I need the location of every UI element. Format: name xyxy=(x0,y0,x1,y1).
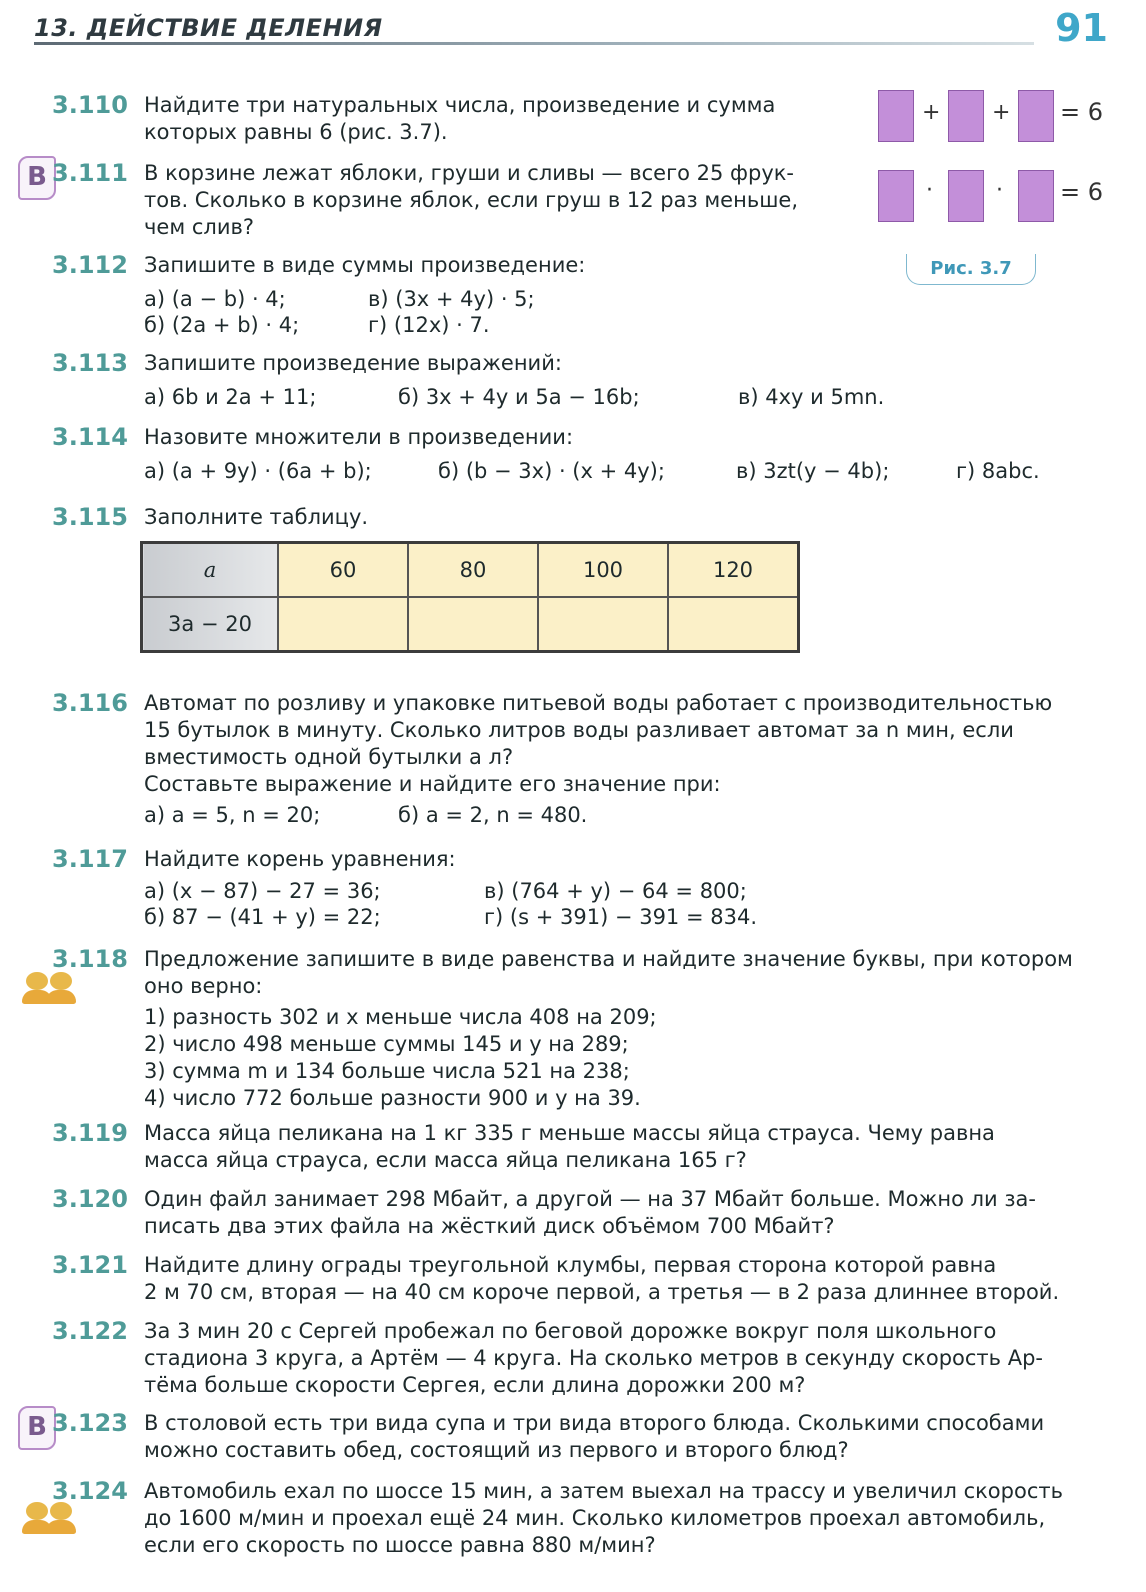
text-line: Масса яйца пеликана на 1 кг 335 г меньше массы яйца страуса. Чему равна xyxy=(144,1121,995,1145)
empty-cell xyxy=(538,597,668,652)
subitem-b: б) (b − 3x) · (x + 4y); xyxy=(438,459,665,483)
problem-text xyxy=(144,946,1110,1112)
figure-caption: Рис. 3.7 xyxy=(906,254,1036,285)
equals-six: = 6 xyxy=(1060,178,1104,206)
subitem-a: а) (a + 9y) · (6a + b); xyxy=(144,459,372,483)
page-header xyxy=(0,0,1146,62)
subitem-a: а) a = 5, n = 20; xyxy=(144,803,321,827)
variable-label: a xyxy=(203,558,217,582)
pair-work-icon xyxy=(22,1502,78,1538)
table-cell: 80 xyxy=(408,543,538,598)
table-cell: 60 xyxy=(278,543,408,598)
empty-cell xyxy=(668,597,799,652)
problem-number: 3.114 xyxy=(52,423,128,451)
blank-square xyxy=(1018,170,1054,222)
text-line: тёма больше скорости Сергея, если длина дорожки 200 м? xyxy=(144,1373,806,1397)
section-title: 13. ДЕЙСТВИЕ ДЕЛЕНИЯ xyxy=(34,14,383,42)
list-item: 3) сумма m и 134 больше числа 521 на 238; xyxy=(144,1059,630,1083)
text-line: чем слив? xyxy=(144,215,254,239)
problem-text xyxy=(144,1478,1110,1559)
text-line: Найдите длину ограды треугольной клумбы, первая сторона которой равна xyxy=(144,1253,997,1277)
plus-sign: + xyxy=(922,100,941,125)
text-line: масса яйца страуса, если масса яйца пеликана 165 г? xyxy=(144,1148,747,1172)
problem-number: 3.124 xyxy=(52,1477,128,1505)
problem-text xyxy=(144,1410,1110,1464)
subitem-v: в) (764 + y) − 64 = 800; xyxy=(484,879,747,903)
subitem-a: а) (x − 87) − 27 = 36; xyxy=(144,879,381,903)
text-line: можно составить обед, состоящий из первого и второго блюд? xyxy=(144,1438,849,1462)
problem-number: 3.118 xyxy=(52,945,128,973)
subitem-b: б) 87 − (41 + y) = 22; xyxy=(144,905,381,929)
problem-3-114 xyxy=(0,424,1146,490)
problem-3-116 xyxy=(0,690,1146,830)
header-rule xyxy=(34,42,1034,45)
blank-square xyxy=(1018,90,1054,142)
subitem-v: в) 4xy и 5mn. xyxy=(738,385,885,409)
problem-text: Найдите корень уравнения: xyxy=(144,847,456,871)
problem-text: Запишите в виде суммы произведение: xyxy=(144,253,586,277)
problem-text xyxy=(144,160,844,241)
text-line: Составьте выражение и найдите его значение при: xyxy=(144,772,721,796)
empty-cell xyxy=(408,597,538,652)
problem-3-113 xyxy=(0,350,1146,416)
text-line: В корзине лежат яблоки, груши и сливы — всего 25 фрук- xyxy=(144,161,795,185)
text-line: вместимость одной бутылки a л? xyxy=(144,745,514,769)
subitem-g: г) (12x) · 7. xyxy=(368,313,490,337)
problem-text xyxy=(144,1186,1110,1240)
empty-cell xyxy=(278,597,408,652)
problem-text xyxy=(144,92,844,146)
text-line: Автомат по розливу и упаковке питьевой воды работает с производительностью xyxy=(144,691,1053,715)
subitem-a: а) 6b и 2a + 11; xyxy=(144,385,317,409)
problem-text: Заполните таблицу. xyxy=(144,505,369,529)
problem-text xyxy=(144,1252,1110,1306)
table-cell: 100 xyxy=(538,543,668,598)
text-line: писать два этих файла на жёсткий диск объёмом 700 Мбайт? xyxy=(144,1214,835,1238)
blank-square xyxy=(878,90,914,142)
problem-3-118 xyxy=(0,945,1146,1110)
text-line: 15 бутылок в минуту. Сколько литров воды разливает автомат за n мин, если xyxy=(144,718,1014,742)
page-number: 91 xyxy=(1055,6,1108,50)
subitem-g: г) (s + 391) − 391 = 834. xyxy=(484,905,757,929)
problem-number: 3.121 xyxy=(52,1251,128,1279)
text-line: тов. Сколько в корзине яблок, если груш в 12 раз меньше, xyxy=(144,188,799,212)
blank-square xyxy=(948,90,984,142)
problem-number: 3.110 xyxy=(52,91,128,119)
problem-number: 3.119 xyxy=(52,1119,128,1147)
problem-number: 3.116 xyxy=(52,689,128,717)
problem-3-117 xyxy=(0,846,1146,936)
subitem-b: б) 3x + 4y и 5a − 16b; xyxy=(398,385,640,409)
subitem-b: б) a = 2, n = 480. xyxy=(398,803,588,827)
text-line: За 3 мин 20 с Сергей пробежал по беговой дорожке вокруг поля школьного xyxy=(144,1319,997,1343)
text-line: оно верно: xyxy=(144,974,263,998)
fill-in-table xyxy=(140,541,800,653)
text-line: которых равны 6 (рис. 3.7). xyxy=(144,120,448,144)
blank-square xyxy=(878,170,914,222)
dot-sign: · xyxy=(926,178,933,203)
subitem-b: б) (2a + b) · 4; xyxy=(144,313,300,337)
problem-number: 3.123 xyxy=(52,1409,128,1437)
problem-text: Назовите множители в произведении: xyxy=(144,425,574,449)
table-row xyxy=(142,543,799,598)
problem-number: 3.112 xyxy=(52,251,128,279)
text-line: до 1600 м/мин и проехал ещё 24 мин. Сколько километров проехал автомобиль, xyxy=(144,1506,1046,1530)
subitem-v: в) (3x + 4y) · 5; xyxy=(368,287,535,311)
difficulty-badge-icon: В xyxy=(18,1406,56,1450)
text-line: стадиона 3 круга, а Артём — 4 круга. На сколько метров в секунду скорость Ар- xyxy=(144,1346,1043,1370)
text-line: 2 м 70 см, вторая — на 40 см короче первой, а третья — в 2 раза длиннее второй. xyxy=(144,1280,1060,1304)
row-header xyxy=(142,543,279,598)
list-item: 1) разность 302 и x меньше числа 408 на 209; xyxy=(144,1005,657,1029)
blank-square xyxy=(948,170,984,222)
problem-number: 3.117 xyxy=(52,845,128,873)
problem-number: 3.122 xyxy=(52,1317,128,1345)
problem-text xyxy=(144,690,1110,798)
plus-sign: + xyxy=(992,100,1011,125)
text-line: если его скорость по шоссе равна 880 м/мин? xyxy=(144,1533,656,1557)
problem-number: 3.115 xyxy=(52,503,128,531)
dot-sign: · xyxy=(996,178,1003,203)
problem-text xyxy=(144,1318,1110,1399)
subitem-g: г) 8abc. xyxy=(956,459,1040,483)
table-cell: 120 xyxy=(668,543,799,598)
list-item: 2) число 498 меньше суммы 145 и y на 289; xyxy=(144,1032,629,1056)
problem-text xyxy=(144,1120,1110,1174)
text-line: Найдите три натуральных числа, произведение и сумма xyxy=(144,93,776,117)
text-line: Один файл занимает 298 Мбайт, а другой — на 37 Мбайт больше. Можно ли за- xyxy=(144,1187,1036,1211)
row-header: 3a − 20 xyxy=(142,597,279,652)
problem-3-112 xyxy=(0,252,1146,342)
difficulty-badge-icon: В xyxy=(18,156,56,200)
problem-number: 3.111 xyxy=(52,159,128,187)
table-row xyxy=(142,597,799,652)
problem-number: 3.113 xyxy=(52,349,128,377)
list-item: 4) число 772 больше разности 900 и y на 39. xyxy=(144,1086,641,1110)
subitem-a: а) (a − b) · 4; xyxy=(144,287,286,311)
text-line: Автомобиль ехал по шоссе 15 мин, а затем выехал на трассу и увеличил скорость xyxy=(144,1479,1063,1503)
subitem-v: в) 3zt(y − 4b); xyxy=(736,459,890,483)
problem-number: 3.120 xyxy=(52,1185,128,1213)
problem-text: Запишите произведение выражений: xyxy=(144,351,562,375)
equals-six: = 6 xyxy=(1060,98,1104,126)
text-line: В столовой есть три вида супа и три вида второго блюда. Сколькими способами xyxy=(144,1411,1045,1435)
text-line: Предложение запишите в виде равенства и найдите значение буквы, при котором xyxy=(144,947,1073,971)
